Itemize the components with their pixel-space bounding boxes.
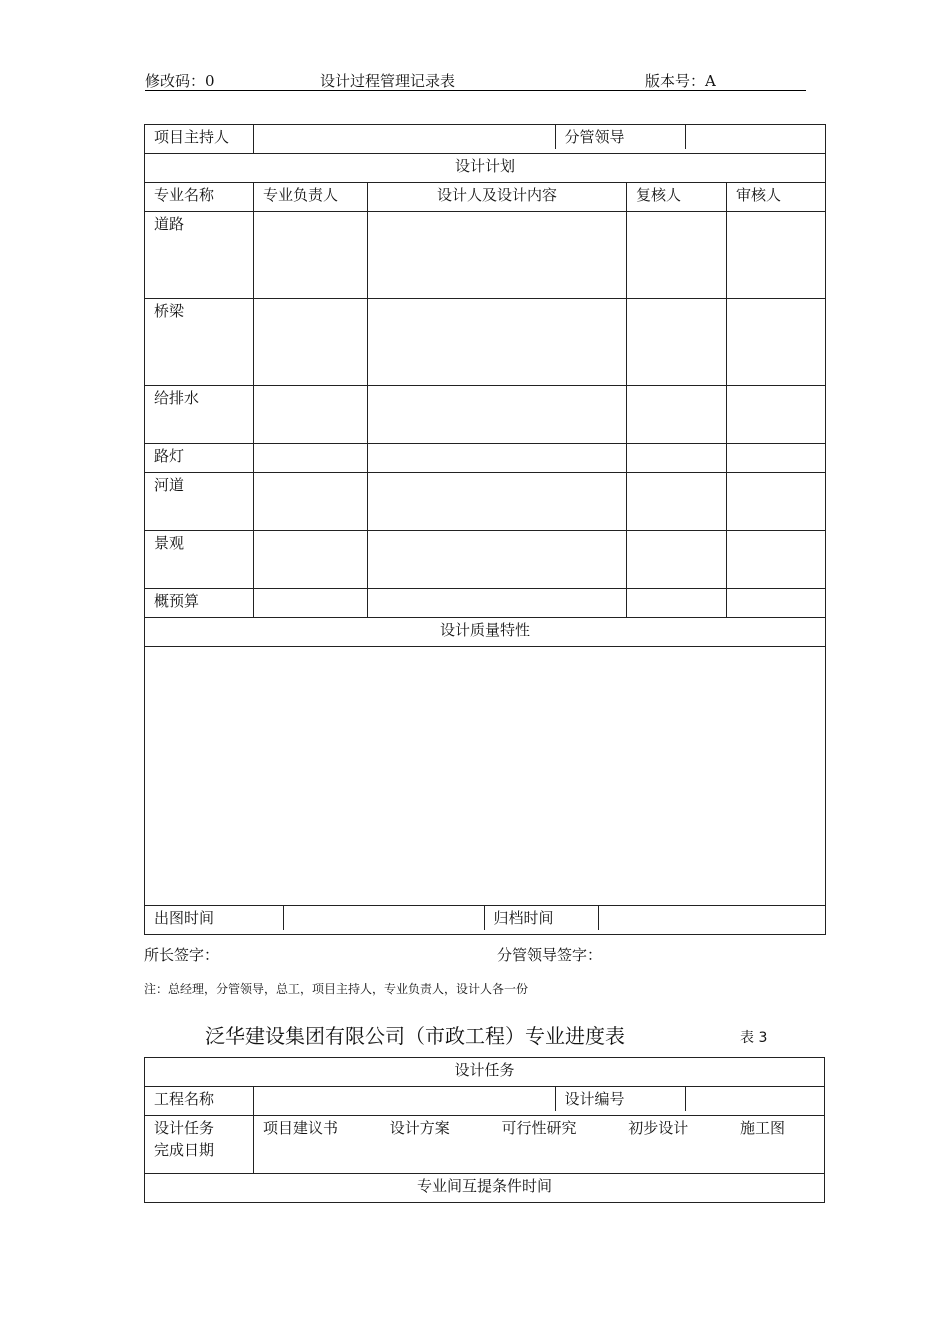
task-label: 设计任务 <box>154 1119 215 1137</box>
checker-cell[interactable] <box>627 473 727 531</box>
discipline-water: 给排水 <box>145 386 254 444</box>
table-row <box>145 299 826 386</box>
task-completion-label <box>145 1116 254 1174</box>
revision-code: 修改码：0 <box>145 72 215 90</box>
column-header-discipline: 专业名称 <box>145 183 254 212</box>
table-number-tag: 表 3 <box>740 1030 768 1046</box>
supervisor-field[interactable] <box>685 125 825 149</box>
reviewer-cell[interactable] <box>727 473 826 531</box>
lead-cell[interactable] <box>254 531 368 589</box>
reviewer-cell[interactable] <box>727 212 826 299</box>
project-host-label: 项目主持人 <box>145 125 254 154</box>
supervisor-label: 分管领导 <box>555 125 685 149</box>
stage-feasibility: 可行性研究 <box>501 1119 577 1137</box>
design-record-table <box>144 124 826 935</box>
designer-cell[interactable] <box>368 531 627 589</box>
table-row <box>145 212 826 299</box>
checker-cell[interactable] <box>627 212 727 299</box>
reviewer-cell[interactable] <box>727 299 826 386</box>
interface-section-title: 专业间互提条件时间 <box>145 1174 825 1203</box>
stage-scheme: 设计方案 <box>389 1119 450 1137</box>
table-row <box>145 386 826 444</box>
reviewer-cell[interactable] <box>727 589 826 618</box>
drawing-time-field[interactable] <box>283 906 484 930</box>
reviewer-cell[interactable] <box>727 386 826 444</box>
version-number: 版本号：A <box>645 72 716 90</box>
page-header <box>145 68 806 91</box>
table-row <box>145 444 826 473</box>
stage-preliminary: 初步设计 <box>628 1119 689 1137</box>
designer-cell[interactable] <box>368 386 627 444</box>
lead-cell[interactable] <box>254 589 368 618</box>
document-title: 设计过程管理记录表 <box>320 72 456 90</box>
stage-construction: 施工图 <box>739 1119 785 1137</box>
task-section-title: 设计任务 <box>145 1058 825 1087</box>
design-number-label: 设计编号 <box>555 1087 685 1111</box>
discipline-landscape: 景观 <box>145 531 254 589</box>
design-number-field[interactable] <box>685 1087 824 1111</box>
lead-cell[interactable] <box>254 444 368 473</box>
drawing-time-label: 出图时间 <box>145 906 283 930</box>
supervisor-signature-label: 分管领导签字： <box>497 946 603 964</box>
reviewer-cell[interactable] <box>727 444 826 473</box>
completion-date-label: 完成日期 <box>154 1141 215 1159</box>
discipline-budget: 概预算 <box>145 589 254 618</box>
archive-time-label: 归档时间 <box>484 906 598 930</box>
checker-cell[interactable] <box>627 444 727 473</box>
discipline-bridge: 桥梁 <box>145 299 254 386</box>
stage-proposal: 项目建议书 <box>263 1119 339 1137</box>
checker-cell[interactable] <box>627 386 727 444</box>
designer-cell[interactable] <box>368 589 627 618</box>
lead-cell[interactable] <box>254 212 368 299</box>
progress-table <box>144 1057 825 1203</box>
reviewer-cell[interactable] <box>727 531 826 589</box>
quality-content-area[interactable] <box>145 647 826 906</box>
checker-cell[interactable] <box>627 589 727 618</box>
time-row <box>145 906 826 935</box>
stage-cell[interactable] <box>254 1116 825 1174</box>
project-host-field[interactable] <box>254 125 555 149</box>
table-row <box>145 473 826 531</box>
plan-section-title: 设计计划 <box>145 154 826 183</box>
stage-list <box>263 1117 815 1139</box>
discipline-river: 河道 <box>145 473 254 531</box>
progress-table-title: 泛华建设集团有限公司（市政工程）专业进度表 <box>205 1024 625 1048</box>
designer-cell[interactable] <box>368 299 627 386</box>
lead-cell[interactable] <box>254 386 368 444</box>
designer-cell[interactable] <box>368 473 627 531</box>
column-header-reviewer: 审核人 <box>727 183 826 212</box>
discipline-lighting: 路灯 <box>145 444 254 473</box>
discipline-road: 道路 <box>145 212 254 299</box>
quality-section-title: 设计质量特性 <box>145 618 826 647</box>
column-header-lead: 专业负责人 <box>254 183 368 212</box>
project-name-label: 工程名称 <box>145 1087 254 1116</box>
column-header-designer: 设计人及设计内容 <box>368 183 627 212</box>
distribution-note: 注：总经理，分管领导，总工，项目主持人，专业负责人，设计人各一份 <box>144 982 529 996</box>
archive-time-field[interactable] <box>598 906 825 930</box>
designer-cell[interactable] <box>368 444 627 473</box>
project-host-row <box>254 125 826 154</box>
project-name-row <box>254 1087 825 1116</box>
lead-cell[interactable] <box>254 299 368 386</box>
lead-cell[interactable] <box>254 473 368 531</box>
checker-cell[interactable] <box>627 531 727 589</box>
project-name-field[interactable] <box>254 1087 555 1111</box>
designer-cell[interactable] <box>368 212 627 299</box>
table-row <box>145 531 826 589</box>
column-header-checker: 复核人 <box>627 183 727 212</box>
director-signature-label: 所长签字： <box>144 946 220 964</box>
checker-cell[interactable] <box>627 299 727 386</box>
table-row <box>145 589 826 618</box>
